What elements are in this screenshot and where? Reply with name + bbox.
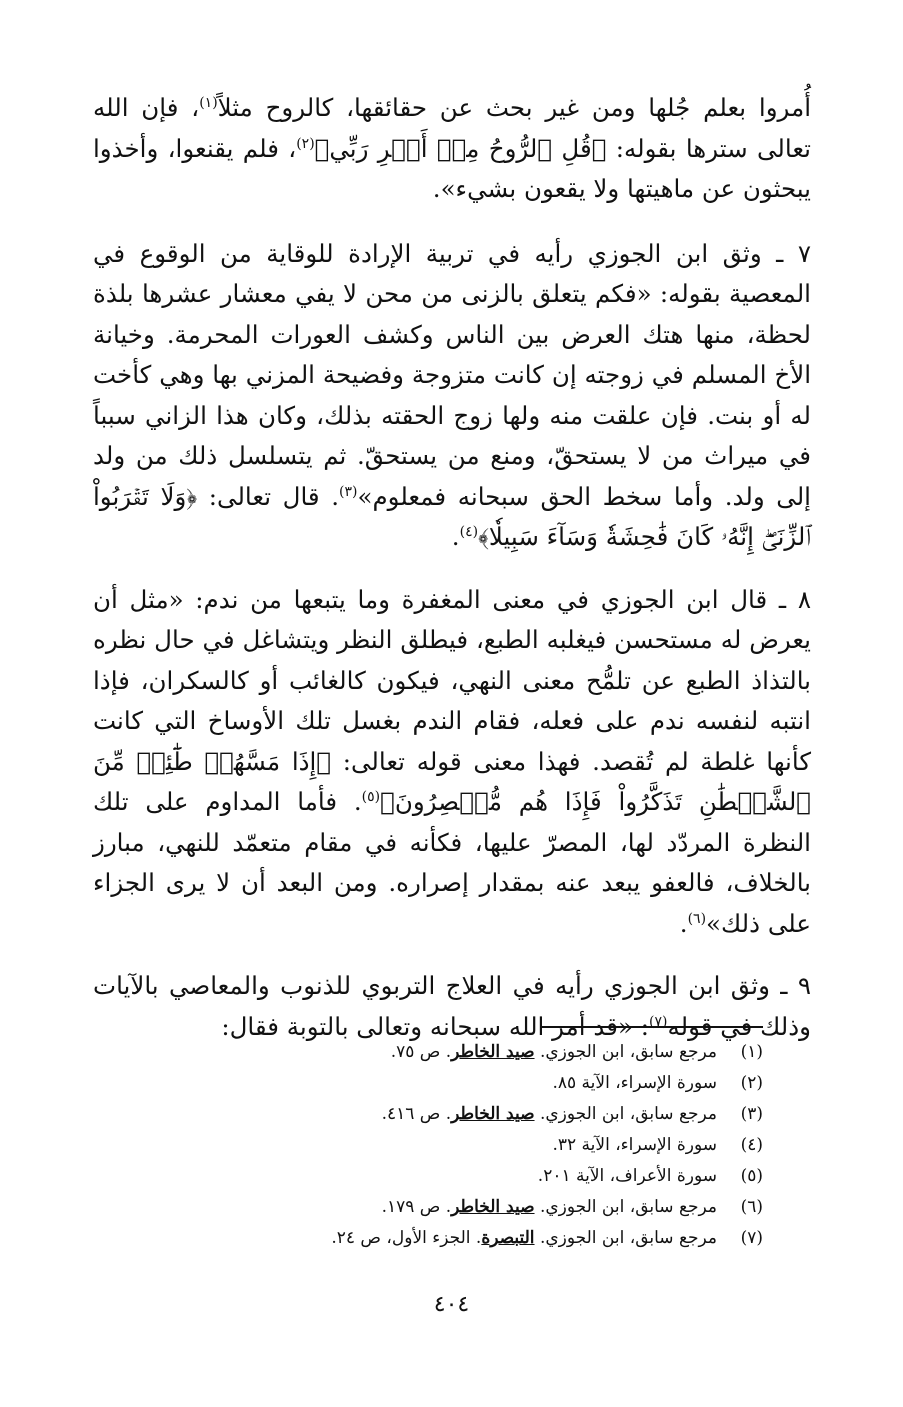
footnote-number: (١) [740, 1042, 763, 1062]
paragraph-6-continuation [93, 88, 811, 210]
footnote-ref-6[interactable]: (٦) [687, 910, 707, 927]
paragraph-7 [93, 234, 811, 558]
footnote-text: سورة الإسراء، الآية ٨٥. [552, 1073, 717, 1093]
footnote-text: سورة الإسراء، الآية ٣٢. [552, 1135, 717, 1155]
footnote-2 [123, 1068, 763, 1099]
footnote-separator [541, 1026, 763, 1028]
footnote-5 [123, 1161, 763, 1192]
footnote-3 [123, 1099, 763, 1130]
footnote-number: (٣) [740, 1104, 763, 1124]
quran-quote-isra-32: . قال تعالى: ﴿وَلَا تَقۡرَبُواْ ٱلزِّنَىٰٓۖ إِنَّهُۥ كَانَ فَٰحِشَةٗ وَسَآءَ سَبِيلٗا﴾ [93, 481, 811, 551]
footnote-text: مرجع سابق، ابن الجوزي. [539, 1042, 717, 1062]
footnote-page: . ص ٤١٦. [381, 1104, 452, 1124]
footnote-text: مرجع سابق، ابن الجوزي. [539, 1228, 717, 1248]
footnote-text: مرجع سابق، ابن الجوزي. [539, 1197, 717, 1217]
footnote-page: . ص ١٧٩. [381, 1197, 452, 1217]
paragraph-text: أُمروا بعلم جُلها ومن غير بحث عن حقائقها، كالروح مثلاً [217, 93, 812, 122]
footnote-page: . الجزء الأول، ص ٢٤. [331, 1228, 482, 1248]
footnote-number: (٢) [740, 1073, 763, 1093]
paragraph-text: ٨ ـ قال ابن الجوزي في معنى المغفرة وما يتبعها من ندم: «مثل أن يعرض له مستحسن فيغلبه الطبع، فيطلق النظر ويتشاغل في حال نظره بالتذاذ الطبع عن تلمُّح معنى النهي، فيكون كالغائب أو كالسكران، فإذا انتبه لنفسه ندم على فعله، فقام الندم بغسل تلك الأوساخ التي كانت كأنها غلطة لم تُقصد. فهذا معنى قوله تعالى: ﴿إِذَا مَسَّهُمۡ طَٰٓئِفٞ مِّنَ ٱلشَّيۡطَٰنِ تَذَكَّرُواْ فَإِذَا هُم مُّبۡصِرُونَ﴾ [93, 584, 811, 816]
paragraph-text: ٧ ـ وثق ابن الجوزي رأيه في تربية الإرادة للوقاية من الوقوع في المعصية بقوله: «فكم يتعلق بالزنى من محن لا يفي معشار عشرها بلذة لحظة، منها هتك العرض بين الناس وكشف العورات المحرمة. وخيانة الأخ المسلم في زوجته إن كانت متزوجة وفضيحة المزني بها وهي كأخت له أو بنت. فإن علقت منه ولها زوج الحقته بذلك، وكان هذا الزاني سبباً في ميراث من لا يستحقّ، ومنع من يستحقّ. ثم يتسلسل ذلك من ولد إلى ولد. وأما سخط الحق سبحانه فمعلوم» [93, 238, 811, 511]
footnote-ref-4[interactable]: (٤) [459, 523, 479, 540]
footnotes-list [123, 1037, 763, 1254]
footnote-source-title: صيد الخاطر [451, 1042, 535, 1062]
footnote-source-title: صيد الخاطر [451, 1104, 535, 1124]
footnote-4 [123, 1130, 763, 1161]
footnote-ref-5[interactable]: (٥) [361, 788, 381, 805]
footnote-source-title: صيد الخاطر [451, 1197, 535, 1217]
paragraph-8 [93, 580, 811, 945]
footnote-number: (٥) [740, 1166, 763, 1186]
footnote-ref-1[interactable]: (١) [199, 94, 218, 111]
footnote-number: (٧) [740, 1228, 763, 1248]
paragraph-text: . فأما المداوم على تلك النظرة المردّد لها، المصرّ عليها، فكأنه في مقام متعمّد للنهي، مبارز بالخلاف، فالعفو يبعد عنه بمقدار إصراره. ومن البعد أن لا يرى الجزاء على ذلك» [93, 787, 811, 938]
footnote-text: سورة الأعراف، الآية ٢٠١. [537, 1166, 717, 1186]
quran-quote-isra-85: ، فإن الله تعالى سترها بقوله: ﴿قُلِ ٱلرُّوحُ مِنۡ أَمۡرِ رَبِّي﴾ [93, 93, 811, 163]
footnote-1 [123, 1037, 763, 1068]
page-number: ٤٠٤ [433, 1292, 470, 1317]
footnote-ref-3[interactable]: (٣) [339, 483, 358, 500]
paragraph-text: . [451, 522, 460, 551]
footnote-6 [123, 1192, 763, 1223]
paragraph-9 [93, 966, 811, 1047]
footnote-source-title: التبصرة [481, 1228, 535, 1248]
footnote-page: . ص ٧٥. [390, 1042, 452, 1062]
paragraph-text: : «قد أمر الله سبحانه وتعالى بالتوبة فقال: [221, 1011, 649, 1041]
footnote-text: مرجع سابق، ابن الجوزي. [539, 1104, 717, 1124]
footnote-number: (٤) [740, 1135, 763, 1155]
paragraph-text: . [679, 908, 688, 938]
paragraph-text: ، فلم يقنعوا، وأخذوا يبحثون عن ماهيتها ولا يقعون بشيء». [93, 133, 811, 203]
footnote-ref-7[interactable]: (٧) [649, 1013, 668, 1030]
main-text [93, 88, 811, 1069]
footnote-number: (٦) [740, 1197, 763, 1217]
footnote-7 [123, 1223, 763, 1254]
footnote-ref-2[interactable]: (٢) [296, 135, 315, 152]
paragraph-text: ٩ ـ وثق ابن الجوزي رأيه في العلاج التربوي للذنوب والمعاصي بالآيات وذلك في قوله [93, 971, 811, 1041]
